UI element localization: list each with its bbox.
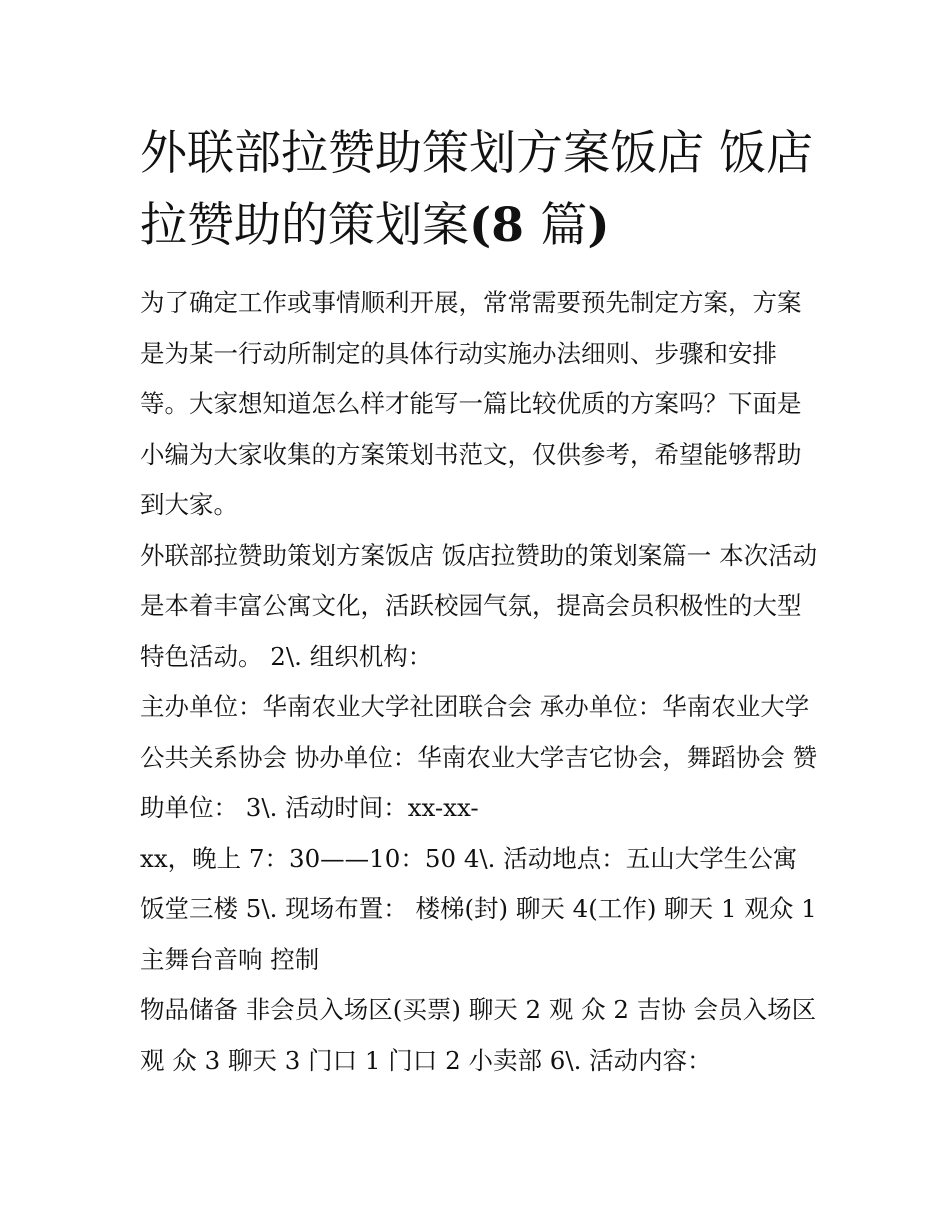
title-text: 外联部拉赞助策划方案饭店 饭店拉赞助的策划案 [140, 126, 813, 253]
section-one-paragraph: 外联部拉赞助策划方案饭店 饭店拉赞助的策划案篇一 本次活动是本着丰富公寓文化，活跃校园气氛，提高会员积极性的大型特色活动。 2\. 组织机构： [140, 540, 818, 671]
time-location-paragraph: xx，晚上 7：30——10：50 4\. 活动地点：五山大学生公寓饭堂三楼 5\. 现场布置： 楼梯(封) 聊天 4(工作) 聊天 1 观众 1 主舞台音响 控制 [140, 843, 817, 974]
intro-paragraph: 为了确定工作或事情顺利开展，常常需要预先制定方案，方案是为某一行动所制定的具体行动实施办法细则、步骤和安排等。大家想知道怎么样才能写一篇比较优质的方案吗？下面是小编为大家收集的方案策划书范文，仅供参考，希望能够帮助到大家。 [140, 288, 802, 519]
title-close-paren: ) [587, 198, 610, 253]
organizers-paragraph: 主办单位：华南农业大学社团联合会 承办单位：华南农业大学公共关系协会 协办单位：华南农业大学吉它协会，舞蹈协会 赞助单位： 3\. 活动时间：xx-xx- [140, 692, 818, 822]
layout-paragraph: 物品储备 非会员入场区(买票) 聊天 2 观 众 2 吉协 会员入场区观 众 3 聊天 3 门口 1 门口 2 小卖部 6\. 活动内容： [140, 995, 817, 1075]
document-title [140, 118, 820, 262]
title-count: (8 [469, 198, 541, 253]
document-body [140, 278, 820, 1086]
title-unit: 篇 [540, 198, 588, 253]
